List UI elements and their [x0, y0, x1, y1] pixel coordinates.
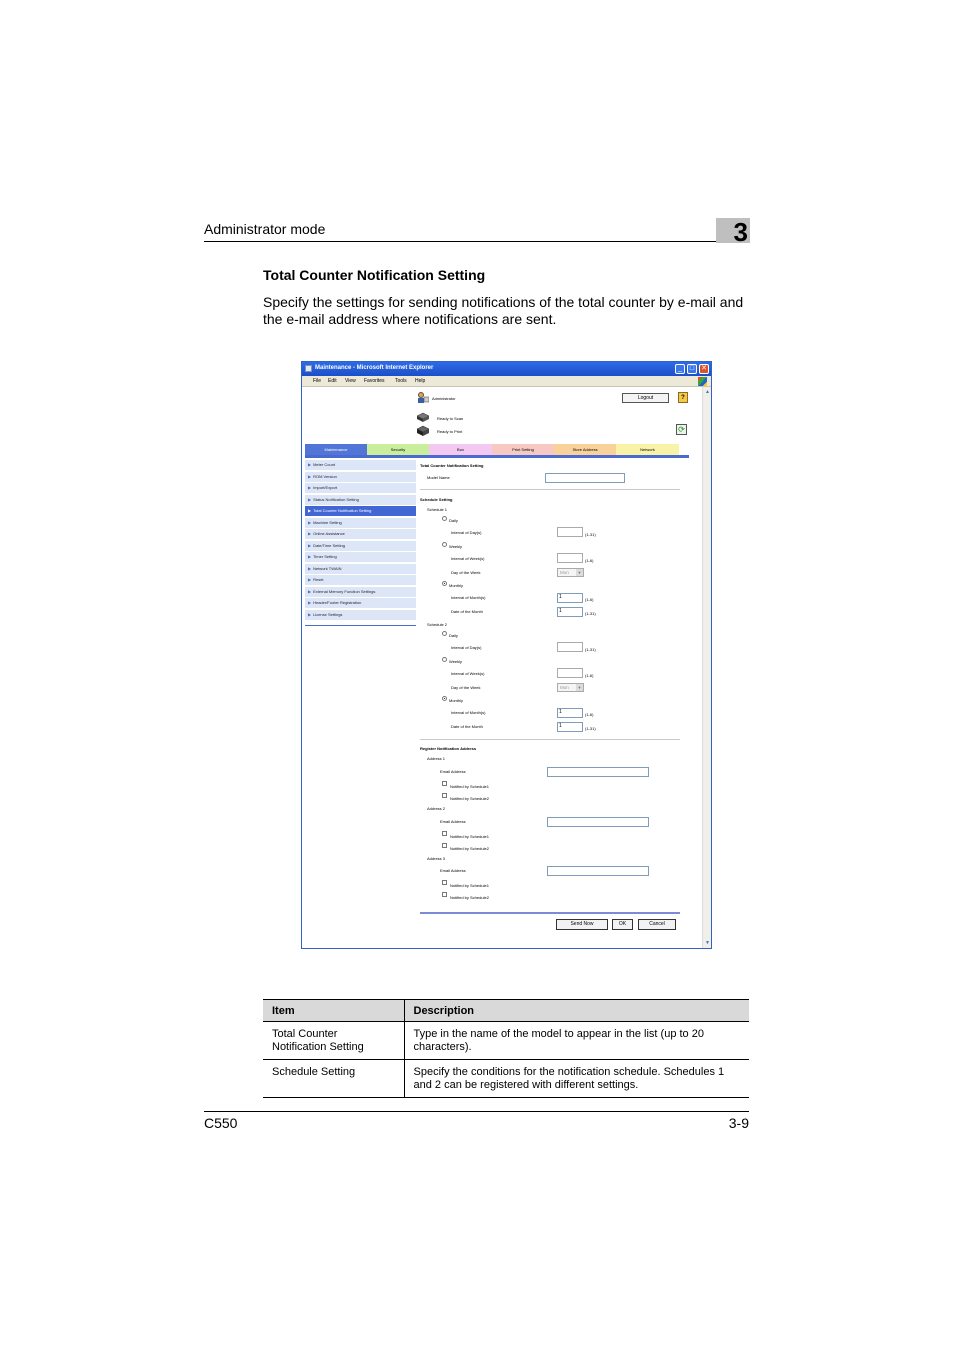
- sidebar-item-label: Total Counter Notification Setting: [313, 508, 372, 513]
- footer-rule: [204, 1111, 749, 1112]
- arrow-right-icon: ▶: [308, 508, 312, 513]
- sidebar-item-header-footer[interactable]: [305, 598, 416, 609]
- tab-security[interactable]: Security: [367, 444, 429, 455]
- arrow-right-icon: ▶: [308, 577, 312, 582]
- schedule-2-date-label: Date of the Month: [451, 724, 483, 729]
- scroll-up-icon[interactable]: ▲: [705, 389, 710, 395]
- address-3-schedule2-checkbox[interactable]: [442, 892, 447, 897]
- logout-button[interactable]: Logout: [622, 393, 669, 403]
- model-name-label: Model Name: [427, 475, 450, 480]
- menu-view[interactable]: View: [345, 378, 356, 384]
- schedule-2-interval-weeks-label: Interval of Week(s): [451, 671, 485, 676]
- schedule-2-weeks-input[interactable]: [557, 668, 583, 678]
- user-name: Administrator: [432, 396, 456, 401]
- schedule-2-days-input[interactable]: [557, 642, 583, 652]
- chevron-down-icon: ▼: [577, 570, 582, 575]
- address-1-schedule1-checkbox[interactable]: [442, 781, 447, 786]
- tab-network[interactable]: Network: [616, 444, 679, 455]
- arrow-right-icon: ▶: [308, 462, 312, 467]
- schedule-1-date-label: Date of the Month: [451, 609, 483, 614]
- schedule-1-weeks-range: (1-6): [585, 558, 594, 563]
- schedule-2-day-of-week-label: Day of the Week: [451, 685, 481, 690]
- sidebar-item-label: ROM Version: [313, 474, 337, 479]
- menu-help[interactable]: Help: [415, 378, 426, 384]
- tab-underline: [305, 455, 689, 458]
- schedule-2-daily-label: Daily: [449, 633, 458, 638]
- sidebar-item-label: Machine Setting: [313, 520, 342, 525]
- schedule-1-weekly-label: Weekly: [449, 544, 463, 549]
- address-2-email-input[interactable]: [547, 817, 649, 827]
- sidebar-item-reset[interactable]: [305, 575, 416, 586]
- schedule-2-weeks-range: (1-6): [585, 673, 594, 678]
- table-cell-description: Specify the conditions for the notification schedule. Schedules 1 and 2 can be registered with different settings.: [404, 1060, 749, 1098]
- page-viewport: [302, 387, 702, 948]
- cancel-button[interactable]: Cancel: [638, 919, 676, 930]
- sidebar-item-label: Online Assistance: [313, 531, 345, 536]
- schedule-1-daily-radio[interactable]: [442, 516, 447, 521]
- table-header-row: [263, 1000, 749, 1022]
- send-now-button[interactable]: Send Now: [556, 919, 608, 930]
- arrow-right-icon: ▶: [308, 520, 312, 525]
- header-rule: [204, 241, 749, 242]
- address-1-label: Address 1: [427, 756, 446, 761]
- address-1-email-label: Email Address: [440, 769, 466, 774]
- schedule-1-day-select[interactable]: [557, 568, 584, 577]
- table-cell-description: Type in the name of the model to appear in the list (up to 20 characters).: [404, 1022, 749, 1060]
- schedule-2-date-range: (1-31): [585, 726, 596, 731]
- schedule-2-monthly-label: Monthly: [449, 698, 464, 703]
- schedule-2-days-range: (1-31): [585, 647, 596, 652]
- schedule-2-interval-months-label: Interval of Month(s): [451, 710, 486, 715]
- sidebar-item-label: Meter Count: [313, 462, 336, 467]
- address-2-schedule2-checkbox[interactable]: [442, 843, 447, 848]
- section-title: Total Counter Notification Setting: [263, 267, 486, 283]
- sidebar-item-date-time[interactable]: [305, 541, 416, 552]
- sidebar-item-machine-setting[interactable]: [305, 518, 416, 529]
- sidebar-item-label: External Memory Function Settings: [313, 589, 376, 594]
- select-value: Mon: [560, 685, 569, 690]
- sidebar-item-timer-setting[interactable]: [305, 552, 416, 563]
- schedule-2-weekly-radio[interactable]: [442, 657, 447, 662]
- tab-box[interactable]: Box: [429, 444, 492, 455]
- schedule-2-months-input[interactable]: 1: [557, 708, 583, 718]
- minimize-icon[interactable]: _: [675, 364, 685, 374]
- status-scan: Ready to Scan: [437, 416, 464, 421]
- menu-edit[interactable]: Edit: [328, 378, 337, 384]
- schedule-1-days-range: (1-31): [585, 532, 596, 537]
- scroll-down-icon[interactable]: ▼: [705, 940, 710, 946]
- scanner-icon: [417, 412, 429, 423]
- schedule-2-months-range: (1-6): [585, 712, 594, 717]
- address-3-email-input[interactable]: [547, 866, 649, 876]
- refresh-icon[interactable]: ⟳: [676, 424, 687, 435]
- table-cell-item: Total Counter Notification Setting: [263, 1022, 404, 1060]
- administrator-icon: [417, 392, 429, 403]
- address-1-schedule2-checkbox[interactable]: [442, 793, 447, 798]
- schedule-1-weekly-radio[interactable]: [442, 542, 447, 547]
- address-1-schedule2-label: Notified by Schedule2: [450, 796, 489, 801]
- ok-button[interactable]: OK: [612, 919, 633, 930]
- arrow-right-icon: ▶: [308, 543, 312, 548]
- page-icon: [305, 365, 312, 372]
- select-value: Mon: [560, 570, 569, 575]
- model-name-input[interactable]: [545, 473, 625, 483]
- address-2-email-label: Email Address: [440, 819, 466, 824]
- arrow-right-icon: ▶: [308, 474, 312, 479]
- sidebar-item-network-twain[interactable]: [305, 564, 416, 575]
- divider: [420, 739, 680, 740]
- schedule-1-label: Schedule 1: [427, 507, 448, 512]
- schedule-1-daily-label: Daily: [449, 518, 458, 523]
- address-1-email-input[interactable]: [547, 767, 649, 777]
- menu-tools[interactable]: Tools: [395, 378, 407, 384]
- schedule-1-date-range: (1-31): [585, 611, 596, 616]
- intro-paragraph: Specify the settings for sending notifications of the total counter by e-mail and the e-mail address where notifications are sent.: [263, 294, 744, 327]
- arrow-right-icon: ▶: [308, 589, 312, 594]
- schedule-1-monthly-radio[interactable]: [442, 581, 447, 586]
- menu-file[interactable]: File: [313, 378, 322, 384]
- column-header-item: Item: [263, 1000, 404, 1022]
- description-table: [263, 999, 749, 1098]
- address-3-email-label: Email Address: [440, 868, 466, 873]
- close-icon[interactable]: ✕: [699, 364, 709, 374]
- footer-model: C550: [204, 1115, 238, 1131]
- browser-window: [301, 361, 712, 949]
- schedule-1-interval-months-label: Interval of Month(s): [451, 595, 486, 600]
- sidebar-item-label: Reset: [313, 577, 324, 582]
- running-header: Administrator mode: [204, 221, 326, 237]
- address-2-schedule1-checkbox[interactable]: [442, 831, 447, 836]
- address-3-schedule1-checkbox[interactable]: [442, 880, 447, 885]
- menu-bar: [302, 376, 711, 387]
- sidebar-item-label: License Settings: [313, 612, 343, 617]
- schedule-1-months-range: (1-6): [585, 597, 594, 602]
- address-3-schedule1-label: Notified by Schedule1: [450, 883, 489, 888]
- arrow-right-icon: ▶: [308, 497, 312, 502]
- sidebar-item-meter-count[interactable]: [305, 460, 416, 471]
- sidebar-bottom-rule: [305, 625, 416, 626]
- sidebar-item-import-export[interactable]: [305, 483, 416, 494]
- window-title: Maintenance - Microsoft Internet Explorer: [315, 365, 434, 371]
- schedule-1-weeks-input[interactable]: [557, 553, 583, 563]
- help-icon[interactable]: ?: [678, 392, 688, 403]
- arrow-right-icon: ▶: [308, 485, 312, 490]
- schedule-heading: Schedule Setting: [420, 497, 453, 502]
- footer-page-number: 3-9: [728, 1115, 749, 1131]
- schedule-1-date-input[interactable]: 1: [557, 607, 583, 617]
- sidebar-item-rom-version[interactable]: [305, 472, 416, 483]
- schedule-1-day-of-week-label: Day of the Week: [451, 570, 481, 575]
- address-2-schedule1-label: Notified by Schedule1: [450, 834, 489, 839]
- tab-maintenance[interactable]: Maintenance: [305, 444, 367, 455]
- tab-store-address[interactable]: Store Address: [554, 444, 616, 455]
- address-1-schedule1-label: Notified by Schedule1: [450, 784, 489, 789]
- sidebar-item-label: Import/Export: [313, 485, 338, 490]
- divider: [420, 489, 680, 490]
- schedule-2-day-select[interactable]: [557, 683, 584, 692]
- arrow-right-icon: ▶: [308, 554, 312, 559]
- arrow-right-icon: ▶: [308, 612, 312, 617]
- sidebar-item-label: Timer Setting: [313, 554, 337, 559]
- arrow-right-icon: ▶: [308, 531, 312, 536]
- sidebar-item-label: Header/Footer Registration: [313, 600, 362, 605]
- sidebar-item-online-assistance[interactable]: [305, 529, 416, 540]
- schedule-1-months-input[interactable]: 1: [557, 593, 583, 603]
- schedule-1-interval-weeks-label: Interval of Week(s): [451, 556, 485, 561]
- schedule-2-label: Schedule 2: [427, 622, 448, 627]
- arrow-right-icon: ▶: [308, 600, 312, 605]
- window-titlebar: [302, 362, 711, 376]
- sidebar-item-external-memory[interactable]: [305, 587, 416, 598]
- register-heading: Register Notification Address: [420, 746, 477, 751]
- chevron-down-icon: ▼: [577, 685, 582, 690]
- sidebar-item-label: Date/Time Setting: [313, 543, 345, 548]
- sidebar-item-license-settings[interactable]: [305, 610, 416, 621]
- sidebar-item-status-notification[interactable]: [305, 495, 416, 506]
- form-heading: Total Counter Notification Setting: [420, 463, 484, 468]
- chapter-number: 3: [716, 218, 750, 243]
- form-bottom-rule: [420, 912, 680, 914]
- schedule-2-daily-radio[interactable]: [442, 631, 447, 636]
- address-2-schedule2-label: Notified by Schedule2: [450, 846, 489, 851]
- windows-logo-icon: [698, 377, 707, 386]
- schedule-2-weekly-label: Weekly: [449, 659, 463, 664]
- sidebar-item-label: Network TWAIN: [313, 566, 342, 571]
- table-cell-item: Schedule Setting: [263, 1060, 404, 1098]
- schedule-1-interval-days-label: Interval of Day(s): [451, 530, 482, 535]
- sidebar-item-label: Status Notification Setting: [313, 497, 359, 502]
- arrow-right-icon: ▶: [308, 566, 312, 571]
- schedule-2-date-input[interactable]: 1: [557, 722, 583, 732]
- sidebar-item-total-counter-notification[interactable]: [305, 506, 416, 517]
- table-row: [263, 1022, 749, 1060]
- address-2-label: Address 2: [427, 806, 446, 811]
- schedule-1-days-input[interactable]: [557, 527, 583, 537]
- address-3-label: Address 3: [427, 856, 446, 861]
- address-3-schedule2-label: Notified by Schedule2: [450, 895, 489, 900]
- column-header-description: Description: [404, 1000, 749, 1022]
- maximize-icon[interactable]: □: [687, 364, 697, 374]
- vertical-scrollbar[interactable]: [702, 387, 711, 948]
- table-row: [263, 1060, 749, 1098]
- schedule-2-interval-days-label: Interval of Day(s): [451, 645, 482, 650]
- status-print: Ready to Print: [437, 429, 463, 434]
- schedule-2-monthly-radio[interactable]: [442, 696, 447, 701]
- printer-icon: [417, 425, 429, 436]
- schedule-1-monthly-label: Monthly: [449, 583, 464, 588]
- tab-print-setting[interactable]: Print Setting: [492, 444, 554, 455]
- menu-favorites[interactable]: Favorites: [364, 378, 385, 384]
